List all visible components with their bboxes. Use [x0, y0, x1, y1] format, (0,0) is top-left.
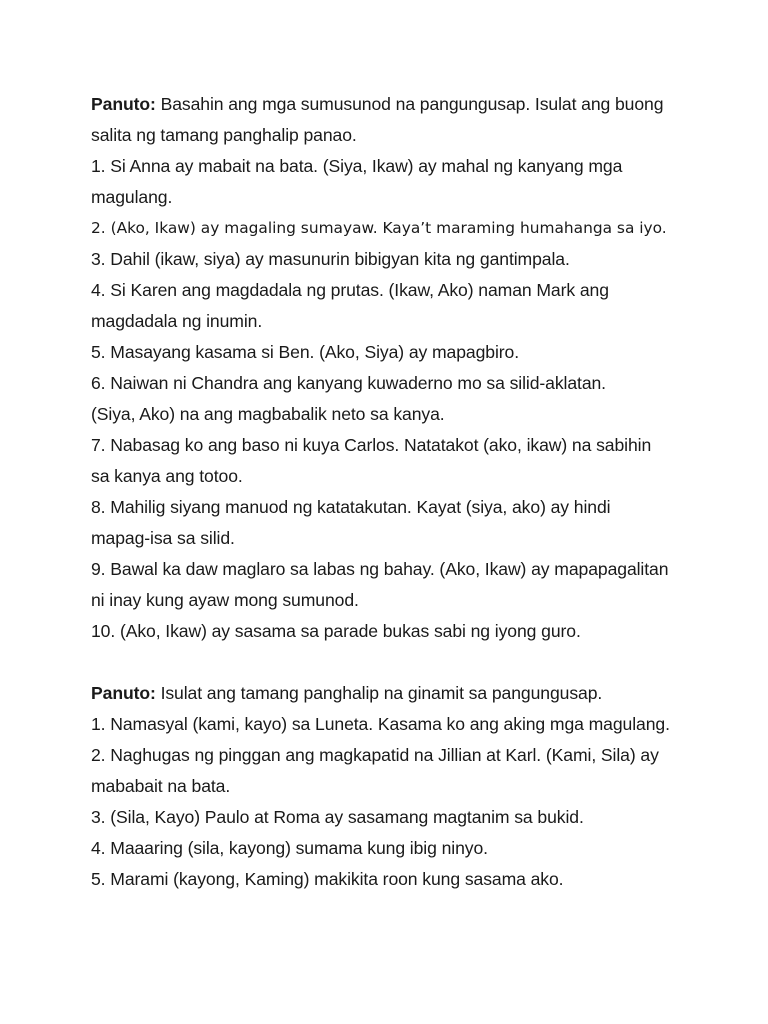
section2-line-5: 4. Maaaring (sila, kayong) sumama kung ibig ninyo.: [91, 838, 488, 858]
worksheet-text: [91, 89, 731, 895]
section2-heading-text: Isulat ang tamang panghalip na ginamit sa pangungusap.: [155, 683, 603, 703]
section1-line-6: magdadala ng inumin.: [91, 311, 263, 331]
section1-line-12: 8. Mahilig siyang manuod ng katatakutan. Kayat (siya, ako) ay hindi: [91, 497, 611, 517]
section1-line-5: 4. Si Karen ang magdadala ng prutas. (Ikaw, Ako) naman Mark ang: [91, 280, 609, 300]
section1-line-15: ni inay kung ayaw mong sumunod.: [91, 590, 359, 610]
section1-line-14: 9. Bawal ka daw maglaro sa labas ng bahay. (Ako, Ikaw) ay mapapagalitan: [91, 559, 669, 579]
section1-line-3: 2. (Ako, Ikaw) ay magaling sumayaw. Kaya’t maraming humahanga sa iyo.: [91, 219, 667, 237]
section2-line-2: 2. Naghugas ng pinggan ang magkapatid na Jillian at Karl. (Kami, Sila) ay: [91, 745, 659, 765]
section1-line-8: 6. Naiwan ni Chandra ang kanyang kuwaderno mo sa silid-aklatan.: [91, 373, 606, 393]
section1-heading-text: Basahin ang mga sumusunod na pangungusap. Isulat ang buong: [155, 94, 664, 114]
section2-line-3: mababait na bata.: [91, 776, 231, 796]
section1-line-16: 10. (Ako, Ikaw) ay sasama sa parade bukas sabi ng iyong guro.: [91, 621, 581, 641]
section1-line-13: mapag-isa sa silid.: [91, 528, 235, 548]
section1-heading-cont: salita ng tamang panghalip panao.: [91, 125, 357, 145]
section2-heading-label: Panuto:: [91, 683, 156, 703]
section-gap: [91, 647, 731, 678]
section1-line-9: (Siya, Ako) na ang magbabalik neto sa kanya.: [91, 404, 445, 424]
section1-line-7: 5. Masayang kasama si Ben. (Ako, Siya) ay mapagbiro.: [91, 342, 520, 362]
section1-line-1: 1. Si Anna ay mabait na bata. (Siya, Ikaw) ay mahal ng kanyang mga: [91, 156, 623, 176]
section2-heading: [91, 678, 731, 709]
section1-line-11: sa kanya ang totoo.: [91, 466, 243, 486]
section1-line-10: 7. Nabasag ko ang baso ni kuya Carlos. Natatakot (ako, ikaw) na sabihin: [91, 435, 652, 455]
section1-line-2: magulang.: [91, 187, 173, 207]
section2-line-6: 5. Marami (kayong, Kaming) makikita roon kung sasama ako.: [91, 869, 564, 889]
section2-line-1: 1. Namasyal (kami, kayo) sa Luneta. Kasama ko ang aking mga magulang.: [91, 714, 670, 734]
section2-line-4: 3. (Sila, Kayo) Paulo at Roma ay sasamang magtanim sa bukid.: [91, 807, 584, 827]
section1-heading: [91, 89, 731, 120]
section1-line-4: 3. Dahil (ikaw, siya) ay masunurin bibigyan kita ng gantimpala.: [91, 249, 570, 269]
section1-heading-label: Panuto:: [91, 94, 156, 114]
